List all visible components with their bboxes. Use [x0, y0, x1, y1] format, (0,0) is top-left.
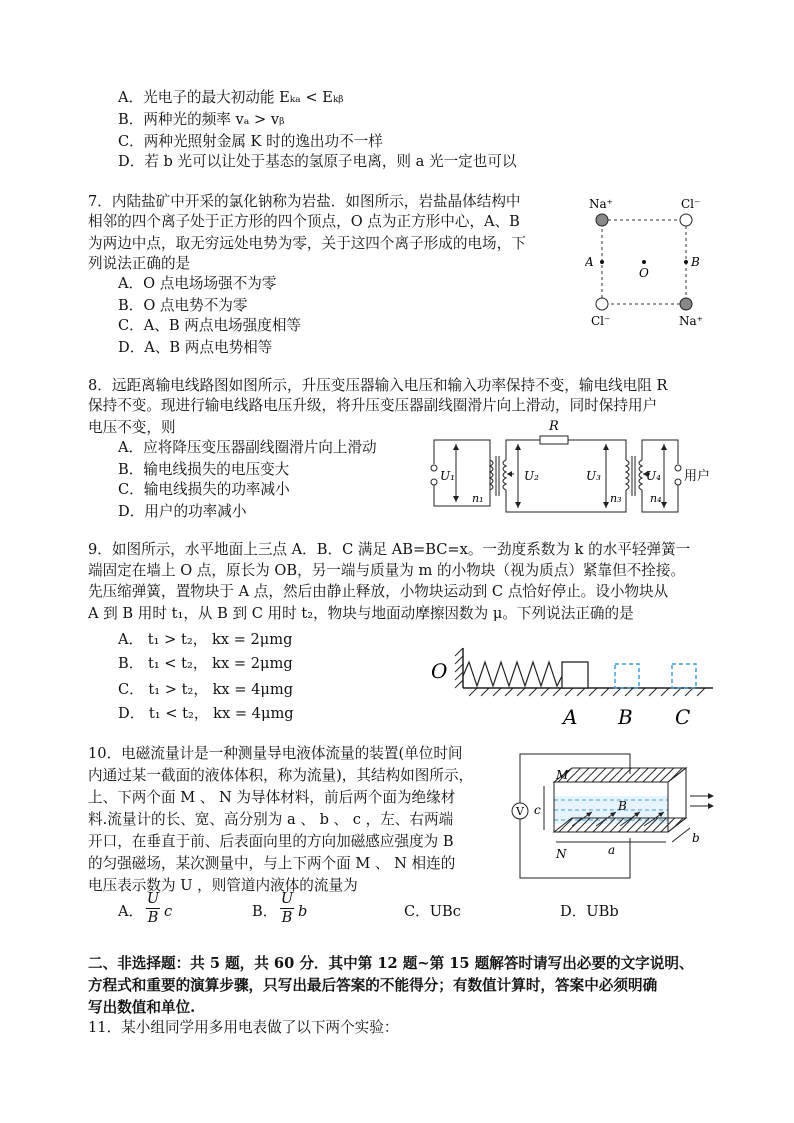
q9-label-o: O [431, 659, 448, 683]
q8-stem-2: 保持不变。现进行输电线路电压升级，将升压变压器副线圈滑片向上滑动，同时保持用户 [88, 397, 658, 414]
q7-label-b: B [691, 255, 700, 269]
q7-label-na-br: Na⁺ [679, 314, 703, 328]
q10-option-d: D．UBb [560, 903, 619, 920]
q7-option-d: D．A、B 两点电势相等 [118, 339, 273, 356]
q8-u4-arrow-down [661, 502, 667, 508]
q10-option-a-denominator: B [147, 909, 159, 926]
q10-stem-6: 的匀强磁场，某次测量中，与上下两个面 M 、 N 相连的 [88, 855, 456, 872]
q8-u3-arrow-up [603, 444, 609, 450]
q11-stem: 11．某小组同学用多用电表做了以下两个实验： [88, 1019, 399, 1036]
q10-dim-b [672, 828, 690, 842]
q10-plate-m [554, 768, 686, 782]
q8-line-top-left [506, 440, 540, 460]
q10-label-field-b: B [618, 799, 627, 813]
q9-stem-4: A 到 B 用时 t₁，从 B 到 C 用时 t₂，物块与地面动摩擦因数为 μ。下列说法正确的是 [88, 605, 634, 622]
q8-stem-3: 电压不变，则 [88, 419, 176, 436]
q9-stem-3: 先压缩弹簧，置物块于 A 点，然后由静止释放，小物块运动到 C 点恰好停止。设小物块从 [88, 583, 669, 600]
q9-wall-hatch [455, 648, 463, 688]
q10-flow-arrowhead-1 [708, 793, 714, 799]
q8-label-u4: U₄ [646, 469, 661, 483]
q6-option-c: C．两种光照射金属 K 时的逸出功不一样 [118, 133, 383, 150]
q7-label-na-tl: Na⁺ [589, 197, 613, 211]
q9-option-b: B． t₁ < t₂， kx = 2μmg [118, 655, 293, 672]
q8-label-user: 用户 [684, 469, 711, 484]
q7-cl-ion-top-right [680, 214, 692, 226]
q10-option-b-numerator: U [280, 890, 294, 907]
q8-coil-n3 [626, 460, 629, 490]
q9-ground-hatch [469, 688, 705, 696]
section2-line-1: 二、非选择题：共 5 题，共 60 分．其中第 12 题~第 15 题解答时请写出必要的文字说明、 [88, 955, 694, 972]
q10-stem-1: 10．电磁流量计是一种测量导电液体流量的装置(单位时间 [88, 745, 463, 762]
q10-label-v: V [516, 805, 524, 818]
q7-stem-4: 列说法正确的是 [88, 255, 191, 272]
q7-crystal-figure [585, 188, 715, 338]
q7-na-ion-top-left [596, 214, 608, 226]
q8-label-n3: n₃ [610, 492, 622, 505]
q10-label-b: b [692, 831, 700, 845]
q7-point-a [600, 260, 604, 264]
q7-label-cl-bl: Cl⁻ [591, 314, 611, 328]
q7-label-a: A [585, 255, 594, 269]
q9-label-c: C [675, 705, 691, 729]
q10-option-b-fraction [280, 890, 294, 927]
q7-stem-2: 相邻的四个离子处于正方形的四个顶点，O 点为正方形中心，A、B [88, 213, 520, 230]
q10-option-b-label: B． [252, 903, 278, 920]
q7-na-ion-bottom-right [680, 298, 692, 310]
q8-output-top [642, 440, 678, 464]
section2-line-3: 写出数值和单位. [88, 999, 196, 1016]
q10-flow-arrowhead-2 [708, 803, 714, 809]
q8-input-terminal-top [431, 465, 437, 471]
q7-stem-1: 7．内陆盐矿中开采的氯化钠称为岩盐．如图所示，岩盐晶体结构中 [88, 193, 521, 210]
q8-resistor-r [540, 436, 568, 444]
q10-option-b-tail: b [298, 903, 308, 920]
q7-option-c: C．A、B 两点电场强度相等 [118, 317, 302, 334]
q10-stem-2: 内通过某一截面的液体体积，称为流量)，其结构如图所示， [88, 767, 474, 784]
q6-option-b: B．两种光的频率 vₐ > vᵦ [118, 111, 285, 128]
q8-line-top-right [568, 440, 626, 460]
q8-option-b: B．输电线损失的电压变大 [118, 461, 290, 478]
q8-option-c: C．输电线损失的功率减小 [118, 481, 290, 498]
q8-u2-arrow-down [515, 502, 521, 508]
q9-label-b: B [618, 705, 633, 729]
q7-option-b: B．O 点电势不为零 [118, 297, 248, 314]
q7-stem-3: 为两边中点，取无穷远处电势为零，关于这四个离子形成的电场，下 [88, 235, 526, 252]
q9-block-at-a [562, 662, 588, 688]
q8-coil-n4 [639, 460, 642, 490]
q9-block-at-c [672, 664, 696, 688]
q10-label-n: N [556, 847, 567, 861]
q10-stem-7: 电压表示数为 U ，则管道内液体的流量为 [88, 877, 358, 894]
q9-option-c: C． t₁ > t₂， kx = 4μmg [118, 681, 294, 698]
q8-line-bottom [506, 490, 626, 512]
q8-label-u2: U₂ [524, 469, 539, 483]
q7-point-o [642, 260, 646, 264]
q7-cl-ion-bottom-left [596, 298, 608, 310]
q8-output-terminal-top [675, 465, 681, 471]
q8-u3-arrow-down [603, 502, 609, 508]
q8-coil-n2 [503, 460, 506, 490]
q10-option-a-label: A． [118, 903, 144, 920]
q10-option-a-tail: c [164, 903, 173, 920]
q9-block-at-b [615, 664, 639, 688]
q9-spring-figure [425, 640, 715, 732]
q10-option-c: C．UBc [404, 903, 461, 920]
q9-stem-2: 端固定在墙上 O 点，原长为 OB，另一端与质量为 m 的小物块（视为质点）紧靠但不拴接。 [88, 562, 686, 579]
q10-label-a: a [608, 843, 616, 857]
q10-option-a-numerator: U [146, 890, 160, 907]
q10-option-a-fraction [146, 890, 160, 927]
q10-stem-3: 上、下两个面 M 、 N 为导体材料，前后两个面为绝缘材 [88, 789, 456, 806]
section2-line-2: 方程式和重要的演算步骤，只写出最后答案的不能得分；有数值计算时，答案中必须明确 [88, 977, 658, 994]
q8-input-terminal-bottom [431, 479, 437, 485]
q8-label-u1: U₁ [440, 469, 455, 483]
q6-option-d: D．若 b 光可以让处于基态的氢原子电离，则 a 光一定也可以 [118, 153, 517, 170]
q10-flowmeter-figure [500, 746, 730, 886]
q7-option-a: A．O 点电场场强不为零 [118, 275, 277, 292]
q6-option-a: A．光电子的最大初动能 Eₖₐ < Eₖᵦ [118, 89, 344, 106]
q8-slider-upstream-tip [507, 471, 512, 477]
q10-label-m: M [556, 768, 569, 782]
q10-stem-5: 开口，在垂直于前、后表面向里的方向加磁感应强度为 B [88, 833, 454, 850]
q10-option-b-denominator: B [281, 909, 293, 926]
q7-point-b [684, 260, 688, 264]
q9-spring [463, 662, 562, 686]
q8-stem-1: 8．远距离输电线路图如图所示，升压变压器输入电压和输入功率保持不变，输电线电阻 R [88, 377, 668, 394]
q8-label-n1: n₁ [472, 492, 484, 505]
q8-u1-arrow-up [453, 444, 459, 450]
q9-label-a: A [563, 705, 578, 729]
q9-stem-1: 9．如图所示，水平地面上三点 A．B．C 满足 AB=BC=x。一劲度系数为 k 的水平轻弹簧一 [88, 541, 691, 558]
q9-option-a: A． t₁ > t₂， kx = 2μmg [118, 631, 293, 648]
q8-u1-arrow-down [453, 496, 459, 502]
q8-label-u3: U₃ [586, 469, 601, 483]
q8-option-d: D．用户的功率减小 [118, 503, 247, 520]
q8-u2-arrow-up [515, 444, 521, 450]
q8-label-r: R [549, 419, 559, 434]
q9-option-d: D． t₁ < t₂， kx = 4μmg [118, 705, 294, 722]
q10-label-c: c [534, 803, 541, 817]
q7-label-cl-tr: Cl⁻ [681, 197, 701, 211]
q10-stem-4: 料.流量计的长、宽、高分别为 a 、 b 、 c ，左、右两端 [88, 811, 454, 828]
q8-transmission-circuit [420, 416, 720, 526]
q8-label-n4: n₄ [650, 492, 662, 505]
q8-option-a: A．应将降压变压器副线圈滑片向上滑动 [118, 439, 377, 456]
q7-label-o: O [639, 266, 649, 280]
q8-output-terminal-bottom [675, 479, 681, 485]
q8-u4-arrow-up [661, 444, 667, 450]
